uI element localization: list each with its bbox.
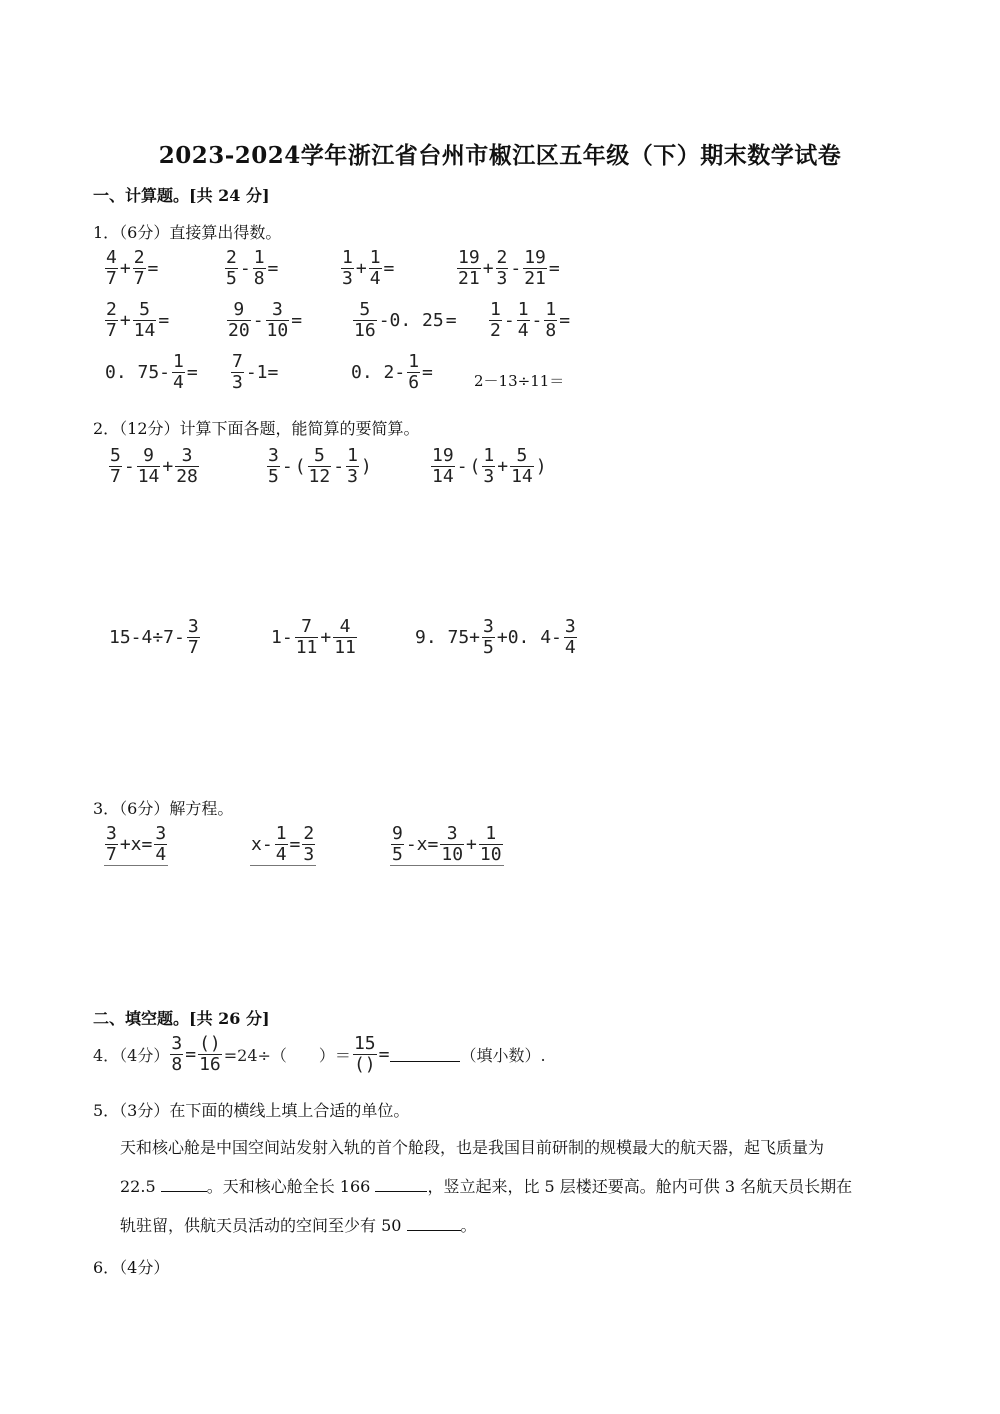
fraction: $\frac{3}{4}$ [564, 616, 576, 658]
fraction: $\frac{2}{7}$ [106, 299, 117, 341]
q3-equation-3: $\frac{9}{5}$ -x= $\frac{3}{10}$ + $\frac{1}{10}$ [392, 823, 502, 865]
fraction: $\frac{4}{11}$ [334, 616, 356, 658]
fraction: $\frac{3}{4}$ [155, 823, 167, 865]
question-1-label: 1．（6分）直接算出得数。 [93, 223, 282, 242]
fraction: $\frac{9}{20}$ [228, 299, 250, 341]
fraction: $\frac{3}{7}$ [106, 823, 117, 865]
answer-blank[interactable] [375, 1177, 427, 1192]
fraction: $\frac{1}{3}$ [347, 445, 358, 487]
fraction: $\frac{3}{10}$ [266, 299, 289, 341]
fraction: $\frac{2}{3}$ [496, 247, 508, 289]
q3-equation-2: x- $\frac{1}{4}$ = $\frac{2}{3}$ [251, 823, 315, 865]
fraction: $\frac{1}{3}$ [483, 445, 495, 487]
fraction: $\frac{2}{7}$ [133, 247, 145, 289]
fraction: $\frac{5}{12}$ [308, 445, 331, 487]
fraction: $\frac{1}{8}$ [545, 299, 557, 341]
question-5-label: 5．（3分）在下面的横线上填上合适的单位。 [93, 1101, 410, 1120]
fraction: $\frac{3}{5}$ [268, 445, 279, 487]
fraction: $\frac{7}{3}$ [232, 351, 243, 393]
fraction: $\frac{3}{8}$ [171, 1033, 183, 1075]
fraction: $\frac{3}{10}$ [441, 823, 464, 865]
fraction: $\frac{19}{21}$ [458, 247, 480, 289]
q1-expr-6: $\frac{9}{20}$ - $\frac{3}{10}$ = [228, 299, 303, 341]
fraction: $\frac{3}{7}$ [187, 616, 199, 658]
fraction: $\frac{1}{4}$ [517, 299, 529, 341]
q1-expr-10: $\frac{7}{3}$ -1= [232, 351, 279, 393]
question-4-label: 4．（4分） [93, 1046, 170, 1065]
fraction: $\frac{1}{8}$ [253, 247, 265, 289]
fraction: $\frac{1}{3}$ [342, 247, 353, 289]
fraction: $\frac{5}{16}$ [354, 299, 376, 341]
fraction: $\frac{15}{()}$ [353, 1033, 376, 1075]
section-1-heading: 一、计算题。[共 24 分] [93, 186, 270, 205]
fraction: $\frac{3}{5}$ [483, 616, 494, 658]
q1-expr-4: $\frac{19}{21}$ + $\frac{2}{3}$ - $\frac{19}{21}$ = [458, 247, 560, 289]
fraction: $\frac{5}{14}$ [133, 299, 156, 341]
fraction: $\frac{5}{14}$ [511, 445, 533, 487]
q1-expr-2: $\frac{2}{5}$ - $\frac{1}{8}$ = [226, 247, 279, 289]
fraction: $\frac{9}{14}$ [137, 445, 160, 487]
question-4: 4．（4分） $\frac{3}{8}$ = $\frac{()}{16}$ =24÷（ ）＝ $\frac{15}{()}$ = （填小数）. [93, 1033, 546, 1075]
q2-expr-3: $\frac{19}{14}$ - ( $\frac{1}{3}$ + $\frac{5}{14}$ ) [432, 445, 547, 487]
question-6-label: 6．（4分） [93, 1258, 170, 1277]
fraction: $\frac{1}{4}$ [369, 247, 381, 289]
q2-expr-6: 9. 75+ $\frac{3}{5}$ +0. 4- $\frac{3}{4}$ [415, 616, 576, 658]
q2-expr-2: $\frac{3}{5}$ - ( $\frac{5}{12}$ - $\frac{1}{3}$ ) [268, 445, 372, 487]
q2-expr-1: $\frac{5}{7}$ - $\frac{9}{14}$ + $\frac{3}{28}$ [110, 445, 198, 487]
q5-line-2: 22.5 。天和核心舱全长 166 ，竖立起来，比 5 层楼还要高。舱内可供 3 名航天员长期在 [120, 1177, 853, 1196]
fraction: $\frac{1}{6}$ [408, 351, 420, 393]
fraction: $\frac{2}{5}$ [226, 247, 237, 289]
fraction: $\frac{1}{10}$ [479, 823, 502, 865]
fraction: $\frac{1}{2}$ [490, 299, 501, 341]
fraction: $\frac{1}{4}$ [173, 351, 184, 393]
fraction: $\frac{7}{11}$ [295, 616, 318, 658]
question-3-label: 3．（6分）解方程。 [93, 799, 234, 818]
q1-expr-7: $\frac{5}{16}$ -0. 25 = [354, 299, 457, 341]
q2-expr-5: 1- $\frac{7}{11}$ + $\frac{4}{11}$ [271, 616, 356, 658]
q5-line-3: 轨驻留，供航天员活动的空间至少有 50 。 [120, 1216, 477, 1235]
q3-equation-1: $\frac{3}{7}$ +x= $\frac{3}{4}$ [106, 823, 167, 865]
q1-expr-12: 2－13÷11＝ [474, 372, 565, 390]
q1-expr-5: $\frac{2}{7}$ + $\frac{5}{14}$ = [106, 299, 170, 341]
q1-expr-1: $\frac{4}{7}$ + $\frac{2}{7}$ = [106, 247, 159, 289]
answer-blank[interactable] [161, 1177, 207, 1192]
answer-blank[interactable] [407, 1216, 461, 1231]
fraction: $\frac{4}{7}$ [106, 247, 117, 289]
fraction: $\frac{()}{16}$ [199, 1033, 221, 1075]
q1-expr-9: 0. 75- $\frac{1}{4}$ = [105, 351, 198, 393]
q1-expr-3: $\frac{1}{3}$ + $\frac{1}{4}$ = [342, 247, 395, 289]
fraction: $\frac{5}{7}$ [110, 445, 121, 487]
page-title: 2023-2024学年浙江省台州市椒江区五年级（下）期末数学试卷 [158, 142, 842, 169]
fraction: $\frac{19}{14}$ [432, 445, 454, 487]
fraction: $\frac{1}{4}$ [275, 823, 287, 865]
q2-expr-4: 15-4÷7- $\frac{3}{7}$ [109, 616, 199, 658]
fraction: $\frac{2}{3}$ [303, 823, 315, 865]
section-2-heading: 二、填空题。[共 26 分] [93, 1009, 270, 1028]
fraction: $\frac{3}{28}$ [176, 445, 198, 487]
answer-blank[interactable] [390, 1047, 460, 1062]
fraction: $\frac{9}{5}$ [392, 823, 403, 865]
q1-expr-8: $\frac{1}{2}$ - $\frac{1}{4}$ - $\frac{1}{8}$ = [490, 299, 571, 341]
q1-expr-11: 0. 2- $\frac{1}{6}$ = [351, 351, 433, 393]
question-2-label: 2．（12分）计算下面各题，能简算的要简算。 [93, 419, 420, 438]
fraction: $\frac{19}{21}$ [524, 247, 546, 289]
q5-line-1: 天和核心舱是中国空间站发射入轨的首个舱段，也是我国目前研制的规模最大的航天器，起飞质量为 [120, 1138, 825, 1157]
